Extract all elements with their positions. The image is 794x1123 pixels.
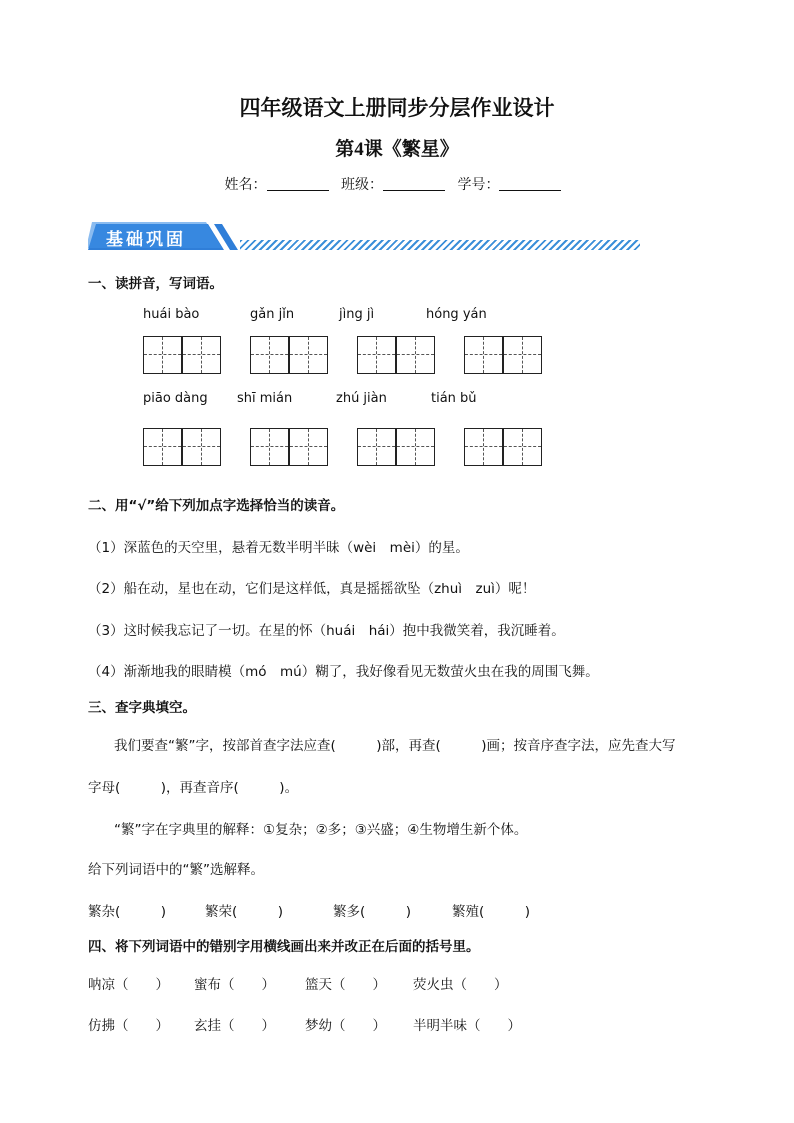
q3-word-1: 繁杂( )	[88, 904, 167, 920]
class-label: 班级：	[341, 177, 383, 193]
writing-grid[interactable]	[143, 428, 221, 466]
q4-word-2: 蜜布（ ）	[194, 977, 275, 993]
q4-word-3: 篮天（ ）	[305, 977, 386, 993]
worksheet-title: 四年级语文上册同步分层作业设计	[239, 96, 555, 120]
q3-definition: “繁”字在字典里的解释：①复杂；②多；③兴盛；④生物增生新个体。	[114, 822, 528, 838]
writing-grid[interactable]	[250, 428, 328, 466]
q3-word-3: 繁多( )	[333, 904, 412, 920]
lesson-suffix: 课《繁星》	[363, 138, 459, 160]
q2-item-2: （2）船在动，星也在动，它们是这样低，真是摇摇欲坠（zhuì zuì）呢！	[88, 581, 536, 597]
pinyin-2: gǎn jǐn	[250, 307, 295, 322]
q3-word-2: 繁荣( )	[205, 904, 284, 920]
name-blank[interactable]	[267, 176, 329, 191]
banner-label: 基础巩固	[106, 230, 186, 250]
banner-stripes	[240, 240, 640, 250]
class-blank[interactable]	[383, 176, 445, 191]
lesson-title	[0, 134, 794, 161]
q2-item-4: （4）渐渐地我的眼睛模（mó mú）糊了，我好像看见无数萤火虫在我的周围飞舞。	[88, 664, 599, 680]
pinyin-4: hóng yán	[426, 307, 487, 322]
q2-item-1: （1）深蓝色的天空里，悬着无数半明半昧（wèi mèi）的星。	[88, 540, 469, 556]
q2-item-3: （3）这时候我忘记了一切。在星的怀（huái hái）抱中我微笑着，我沉睡着。	[88, 623, 565, 639]
q4-word-1: 呐凉（ ）	[88, 977, 169, 993]
lesson-number: 4	[354, 139, 364, 160]
q4-title: 四、将下列词语中的错别字用横线画出来并改正在后面的括号里。	[88, 939, 480, 955]
q4-word-6: 玄挂（ ）	[194, 1018, 275, 1034]
pinyin-7: zhú jiàn	[336, 391, 387, 406]
pinyin-8: tián bǔ	[431, 391, 477, 406]
q1-title: 一、读拼音，写词语。	[88, 276, 223, 292]
q3-instruction: 给下列词语中的“繁”选解释。	[88, 862, 264, 878]
student-info	[0, 174, 794, 194]
pinyin-6: shī mián	[237, 391, 293, 406]
q3-title: 三、查字典填空。	[88, 700, 196, 716]
q3-para-1b: 字母( )，再查音序( )。	[88, 780, 299, 796]
name-label: 姓名：	[224, 177, 267, 193]
writing-grid[interactable]	[143, 336, 221, 374]
q4-word-4: 荧火虫（ ）	[413, 977, 508, 993]
q4-word-7: 梦幼（ ）	[305, 1018, 386, 1034]
q3-word-4: 繁殖( )	[452, 904, 531, 920]
writing-grid[interactable]	[357, 428, 435, 466]
section-banner	[88, 222, 640, 252]
pinyin-3: jìng jì	[339, 307, 375, 322]
writing-grid[interactable]	[250, 336, 328, 374]
writing-grid[interactable]	[357, 336, 435, 374]
pinyin-5: piāo dàng	[143, 391, 208, 406]
q4-word-5: 仿拂（ ）	[88, 1018, 169, 1034]
pinyin-1: huái bào	[143, 307, 200, 322]
writing-grid[interactable]	[464, 336, 542, 374]
id-blank[interactable]	[499, 176, 561, 191]
q2-title: 二、用“√”给下列加点字选择恰当的读音。	[88, 498, 345, 514]
lesson-prefix: 第	[335, 138, 355, 160]
q4-word-8: 半明半味（ ）	[413, 1018, 521, 1034]
q3-para-1a: 我们要查“繁”字，按部首查字法应查( )部，再查( )画；按音序查字法，应先查大写	[114, 738, 676, 754]
id-label: 学号：	[457, 177, 500, 193]
writing-grid[interactable]	[464, 428, 542, 466]
